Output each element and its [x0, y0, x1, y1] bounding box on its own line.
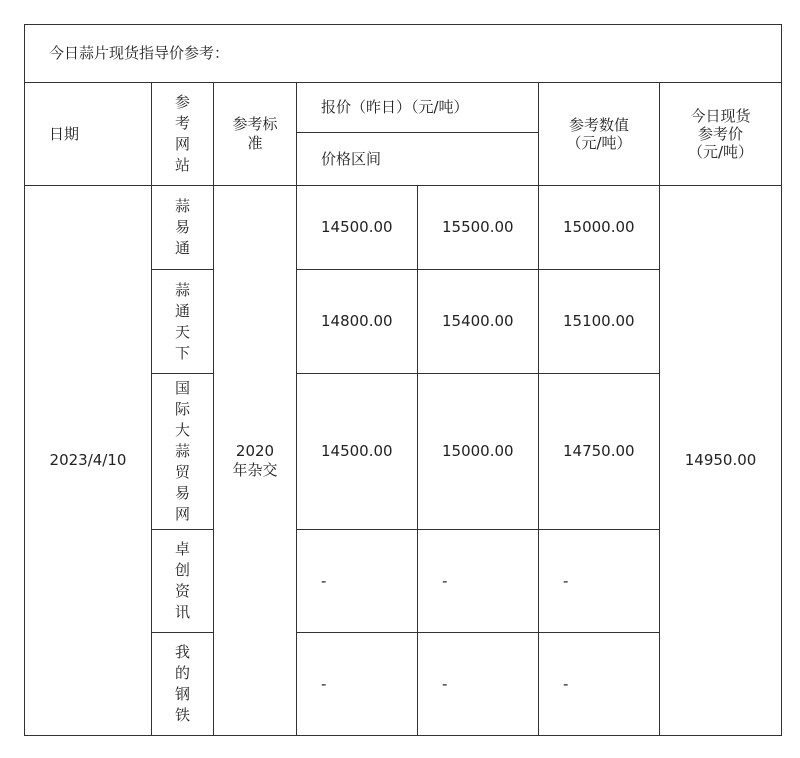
header-standard: 参考标准 — [214, 83, 297, 186]
low-price-cell: 14800.00 — [297, 270, 418, 374]
header-range: 价格区间 — [297, 133, 539, 186]
table-title: 今日蒜片现货指导价参考： — [25, 25, 782, 83]
site-cell: 蒜易通 — [152, 186, 214, 270]
standard-cell: 2020年杂交 — [214, 186, 297, 736]
high-price-cell: - — [418, 530, 539, 633]
price-table — [24, 24, 782, 736]
header-today-price: 今日现货 参考价 （元/吨） — [660, 83, 782, 186]
low-price-cell: 14500.00 — [297, 374, 418, 530]
high-price-cell: 15400.00 — [418, 270, 539, 374]
site-cell: 卓创资讯 — [152, 530, 214, 633]
site-cell: 我的钢铁 — [152, 633, 214, 736]
ref-value-cell: - — [539, 530, 660, 633]
today-price-cell: 14950.00 — [660, 186, 782, 736]
header-date: 日期 — [25, 83, 152, 186]
ref-value-cell: 15000.00 — [539, 186, 660, 270]
ref-value-cell: 14750.00 — [539, 374, 660, 530]
header-quote: 报价（昨日）（元/吨） — [297, 83, 539, 133]
ref-value-cell: - — [539, 633, 660, 736]
ref-value-cell: 15100.00 — [539, 270, 660, 374]
low-price-cell: - — [297, 530, 418, 633]
high-price-cell: - — [418, 633, 539, 736]
high-price-cell: 15000.00 — [418, 374, 539, 530]
header-site: 参考网站 — [152, 83, 214, 186]
site-cell: 蒜通天下 — [152, 270, 214, 374]
header-ref-value: 参考数值 （元/吨） — [539, 83, 660, 186]
low-price-cell: - — [297, 633, 418, 736]
date-cell: 2023/4/10 — [25, 186, 152, 736]
site-cell: 国际大蒜贸易网 — [152, 374, 214, 530]
low-price-cell: 14500.00 — [297, 186, 418, 270]
high-price-cell: 15500.00 — [418, 186, 539, 270]
